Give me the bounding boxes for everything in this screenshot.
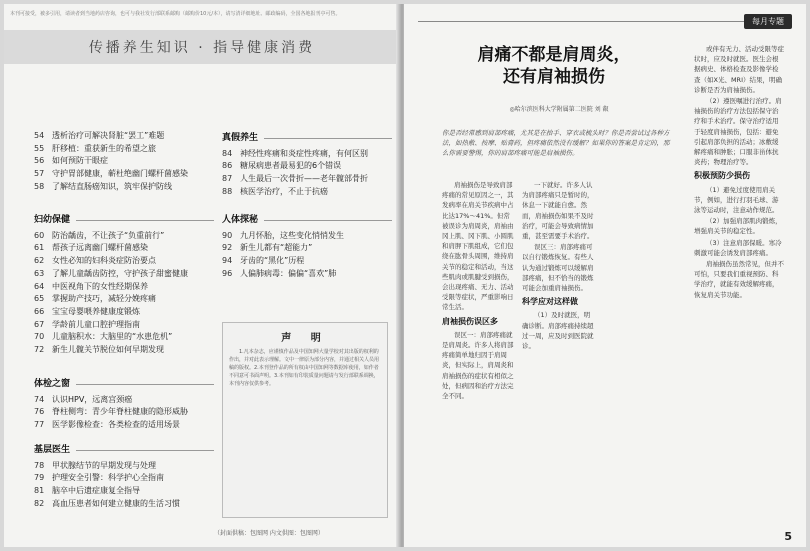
paragraph: （1）避免过度使用肩关节，例如，进行打羽毛球、游泳等运动时，注意动作规范。 bbox=[694, 185, 779, 215]
toc-entry[interactable] bbox=[34, 319, 214, 332]
toc-section-grassroots bbox=[34, 444, 214, 511]
toc-entry[interactable] bbox=[34, 242, 214, 255]
toc-title: 护理安全引警：科学护心全指南 bbox=[52, 473, 164, 483]
toc-page-number: 79 bbox=[34, 473, 45, 483]
toc-title: 如何预防干眼症 bbox=[52, 156, 108, 166]
toc-title: 掌握助产技巧，减轻分娩疼痛 bbox=[52, 294, 156, 304]
toc-page-number: 74 bbox=[34, 394, 45, 404]
toc-title: 肝移植：重获新生的希望之旅 bbox=[52, 143, 156, 153]
toc-entry[interactable] bbox=[34, 460, 214, 473]
toc-title: 医学影像检查：各类检查的适用场景 bbox=[52, 420, 180, 430]
toc-page-number: 70 bbox=[34, 332, 45, 342]
toc-entry[interactable] bbox=[34, 472, 214, 485]
paragraph: 误区一：肩部疼痛就是肩周炎。许多人将肩部疼痛简单地归因于肩周炎，但实际上，肩周炎和肩袖损伤的症状有相似之处，但病因和治疗方法完全不同。 bbox=[442, 330, 514, 401]
section-heading: 积极预防少损伤 bbox=[694, 171, 750, 181]
toc-title: 中医视角下的女性经期保养 bbox=[52, 281, 148, 291]
paragraph: （2）加强肩部肌肉锻炼，增强肩关节的稳定性。 bbox=[694, 217, 782, 236]
section-heading: 体检之窗 bbox=[34, 378, 214, 391]
statement-title: 声 明 bbox=[281, 333, 329, 344]
toc-page-number: 66 bbox=[34, 306, 45, 316]
toc-section-women bbox=[34, 214, 214, 357]
toc-page-number: 61 bbox=[34, 243, 45, 253]
paragraph: （2）遵医嘱进行治疗。肩袖损伤的治疗方法包括保守治疗和手术治疗。保守治疗适用于轻度肩袖损伤，包括：避免引起肩部负担的活动；冰敷缓解疼痛和肿胀；口服非甾体抗炎药；物理治疗等。 bbox=[694, 97, 782, 167]
paragraph: 一下就好。许多人认为肩部疼痛只是暂时的，休息一下就能自愈。然而，肩袖损伤如果不及时治疗，可能会导致病情加重，甚至需要手术治疗。 bbox=[522, 181, 594, 241]
paragraph: （1）及时就医，明确诊断。肩部疼痛持续超过一周，应及时到医院就诊。 bbox=[522, 311, 594, 351]
article-author: ◎哈尔滨医科大学附属第二医院 刘 叡 bbox=[509, 106, 609, 113]
image-credit: （封面供稿：包图网 内文供图：包图网） bbox=[214, 530, 324, 537]
toc-entry[interactable] bbox=[34, 331, 214, 344]
toc-entry[interactable] bbox=[222, 242, 392, 255]
toc-page-number: 77 bbox=[34, 420, 45, 430]
toc-main bbox=[34, 130, 214, 194]
section-heading: 妇幼保健 bbox=[34, 214, 214, 227]
toc-entry[interactable] bbox=[34, 168, 214, 181]
toc-page-number: 94 bbox=[222, 256, 233, 266]
paragraph: 肩袖损伤是导致肩部疼痛的常见原因之一，其发病率在肩关节疾病中占比达17%～41%。但常被误诊为肩周炎，肩袖由冈上肌、冈下肌、小圆肌和肩胛下肌组成，它们包绕在肱骨头周围，维持肩关节的稳定和活动，当这些肌肉或肌腱受到损伤，会出现疼痛、无力、活动受限等症状，严重影响日常生活。 bbox=[442, 181, 514, 312]
toc-page-number: 87 bbox=[222, 174, 233, 184]
paragraph: 肩袖损伤虽然常见，但并不可怕，只要我们重视预防、科学治疗，就能有效缓解疼痛，恢复肩关节功能。 bbox=[694, 260, 784, 299]
toc-title: 高血压患者如何建立健康的生活习惯 bbox=[52, 498, 180, 508]
toc-page-number: 88 bbox=[222, 186, 233, 196]
toc-title: 新生儿髋关节脱位如何早期发现 bbox=[52, 345, 164, 355]
toc-page-number: 67 bbox=[34, 319, 45, 329]
toc-page-number: 86 bbox=[222, 161, 233, 171]
toc-entry[interactable] bbox=[34, 281, 214, 294]
toc-entry[interactable] bbox=[34, 255, 214, 268]
toc-entry[interactable] bbox=[222, 148, 392, 161]
toc-title: 新生儿都有“超能力” bbox=[240, 243, 313, 253]
toc-title: 甲状腺结节的早期发现与处理 bbox=[52, 460, 156, 470]
toc-entry[interactable] bbox=[222, 160, 392, 173]
article-column-3 bbox=[694, 44, 784, 301]
toc-page-number: 65 bbox=[34, 294, 45, 304]
header-rule bbox=[418, 21, 744, 22]
toc-page-number: 54 bbox=[34, 131, 45, 140]
toc-entry[interactable] bbox=[34, 230, 214, 243]
toc-title: 女性必知的妇科炎症防治要点 bbox=[52, 256, 156, 266]
section-heading: 人体探秘 bbox=[222, 214, 392, 227]
article-column-2 bbox=[522, 180, 594, 352]
toc-title: 帮孩子远离幽门螺杆菌感染 bbox=[52, 243, 148, 253]
paragraph: （3）注意肩部保暖。寒冷刺激可能会诱发肩部疼痛。 bbox=[694, 238, 782, 257]
article-intro: 你是否经常感到肩部疼痛，尤其是在抬手、穿衣或梳头时？你是否尝试过各种方法，如热敷、按摩、贴膏药，但疼痛依然没有缓解？如果你的答案是肯定的，那么你需要警惕，你的肩部疼痛可能是肩袖损伤。 bbox=[442, 129, 670, 157]
toc-section-body bbox=[222, 214, 392, 281]
toc-title: 防治龋齿，不让孩子“负重前行” bbox=[52, 230, 165, 240]
paragraph: 或伴有无力、活动受限等症状时，应及时就医。医生会根据病史、体格检查及影像学检查（如X光、MRI）结果，明确诊断是否为肩袖损伤。 bbox=[694, 45, 784, 94]
toc-page-number: 57 bbox=[34, 169, 45, 179]
toc-entry[interactable] bbox=[222, 230, 392, 243]
toc-page-number: 63 bbox=[34, 268, 45, 278]
headline-line-1: 肩痛不都是肩周炎， bbox=[477, 45, 631, 65]
toc-title: 神经性疼痛和炎症性疼痛，有何区别 bbox=[240, 148, 368, 158]
toc-entry[interactable] bbox=[34, 344, 214, 357]
toc-title: 透析治疗可解决肾脏“罢工”难题 bbox=[52, 131, 165, 140]
toc-title: 牙齿的“黑化”历程 bbox=[240, 256, 305, 266]
section-heading: 真假养生 bbox=[222, 132, 392, 145]
toc-page-number: 56 bbox=[34, 156, 45, 166]
toc-page-number: 64 bbox=[34, 281, 45, 291]
toc-title: 学龄前儿童口腔护理指南 bbox=[52, 319, 140, 329]
toc-page-number: 96 bbox=[222, 268, 233, 278]
article-headline bbox=[434, 44, 674, 88]
toc-entry[interactable] bbox=[34, 306, 214, 319]
toc-title: 脊柱侧弯：青少年脊柱健康的隐形威胁 bbox=[52, 407, 188, 417]
toc-entry[interactable] bbox=[34, 155, 214, 168]
toc-page-number: 58 bbox=[34, 181, 45, 191]
toc-entry[interactable] bbox=[34, 419, 214, 432]
toc-title: 核医学治疗，不止于抗癌 bbox=[240, 186, 328, 196]
left-page bbox=[4, 4, 400, 547]
toc-page-number: 90 bbox=[222, 230, 233, 240]
toc-title: 认识HPV，远离宫颈癌 bbox=[52, 394, 133, 404]
toc-page-number: 60 bbox=[34, 230, 45, 240]
toc-title: 了解结直肠癌知识，筑牢保护防线 bbox=[52, 181, 172, 191]
top-note: 本刊可接受，被多引用，请读者到当地药店咨询，也可与我社发行部联系邮购（邮购价10元/本），请写清详细地址、邮政编码，全国各地报刊亭可售。 bbox=[10, 11, 341, 17]
toc-entry[interactable] bbox=[222, 186, 392, 199]
toc-title: 守护胃部健康，蕲杜绝幽门螺杆菌感染 bbox=[52, 169, 188, 179]
toc-title: 脑卒中后遗症康复全指导 bbox=[52, 486, 140, 496]
toc-section-checkup bbox=[34, 378, 214, 432]
toc-entry[interactable] bbox=[34, 268, 214, 281]
toc-section-health bbox=[222, 132, 392, 199]
toc-title: 九月怀胎，这些变化悄悄发生 bbox=[240, 230, 344, 240]
toc-title: 人生最后一次骨折——老年髋部骨折 bbox=[240, 174, 368, 184]
page-number: 5 bbox=[784, 530, 792, 543]
toc-entry[interactable] bbox=[34, 143, 214, 156]
toc-entry[interactable] bbox=[34, 293, 214, 306]
toc-entry[interactable] bbox=[34, 406, 214, 419]
toc-page-number: 72 bbox=[34, 345, 45, 355]
column-tag: 每月专题 bbox=[744, 14, 792, 29]
toc-page-number: 82 bbox=[34, 498, 45, 508]
statement-box bbox=[222, 322, 388, 518]
toc-entry[interactable] bbox=[34, 498, 214, 511]
toc-title: 糖尿病患者最易犯的6个错误 bbox=[240, 161, 342, 171]
toc-title: 人偏肺病毒：偏偏“喜欢”肺 bbox=[240, 268, 337, 278]
toc-entry[interactable] bbox=[34, 130, 214, 143]
toc-title: 了解儿童龋齿防控，守护孩子甜蜜健康 bbox=[52, 268, 188, 278]
section-heading: 科学应对这样做 bbox=[522, 297, 578, 307]
toc-title: 儿童脑积水：大脑里的“水患危机” bbox=[52, 332, 173, 342]
toc-title: 宝宝母婴喂养健康度锻炼 bbox=[52, 306, 140, 316]
toc-page-number: 76 bbox=[34, 407, 45, 417]
toc-page-number: 92 bbox=[222, 243, 233, 253]
section-heading: 肩袖损伤误区多 bbox=[442, 316, 498, 326]
toc-entry[interactable] bbox=[34, 394, 214, 407]
toc-page-number: 62 bbox=[34, 256, 45, 266]
toc-entry[interactable] bbox=[222, 173, 392, 186]
toc-entry[interactable] bbox=[222, 255, 392, 268]
toc-page-number: 78 bbox=[34, 460, 45, 470]
paragraph: 误区三：肩部疼痛可以自行锻炼恢复。有些人认为通过锻炼可以缓解肩部疼痛，但不恰当的锻炼可能会加重肩袖损伤。 bbox=[522, 243, 594, 293]
section-heading: 基层医生 bbox=[34, 444, 214, 457]
toc-page-number: 81 bbox=[34, 486, 45, 496]
banner-slogan: 传播养生知识 · 指导健康消费 bbox=[4, 30, 400, 64]
toc-entry[interactable] bbox=[222, 268, 392, 281]
toc-entry[interactable] bbox=[34, 485, 214, 498]
statement-text: 1.凡本杂志，应谨慎作品及中国知网大量学校对其出版的权利的作出，并对此表示理解。文中一律原为部分内容，并通过相关人员用稿的版权。2.本刊登作品的所有权由中国知网等数据库使用，如作者不同意可书面声明。3.本刊如有印装质量问题请与发行部联系调换，本刊内容仅供参考。 bbox=[229, 349, 380, 387]
toc-page-number: 55 bbox=[34, 143, 45, 153]
headline-line-2: 还有肩袖损伤 bbox=[503, 67, 605, 87]
article-column-1 bbox=[442, 180, 514, 402]
toc-page-number: 84 bbox=[222, 148, 233, 158]
right-page bbox=[404, 4, 806, 547]
toc-entry[interactable] bbox=[34, 181, 214, 194]
